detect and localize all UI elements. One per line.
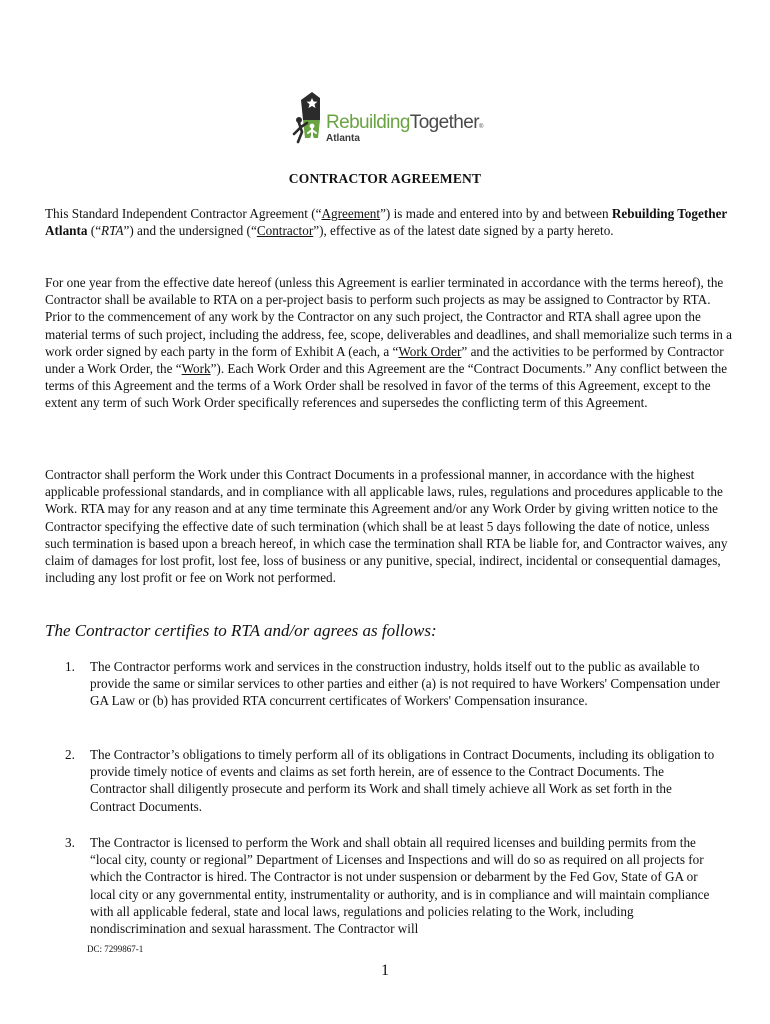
list-item (65, 658, 720, 710)
logo-word-rebuilding: Rebuilding (326, 112, 410, 133)
list-item (65, 746, 720, 815)
document-title: CONTRACTOR AGREEMENT (288, 171, 482, 186)
rebuilding-together-logo (290, 90, 500, 150)
p1-text-d: ”) and the undersigned (“ (123, 223, 257, 239)
logo-wordmark (326, 112, 483, 134)
agreement-term: Agreement (321, 206, 381, 221)
list-item-number: 3. (65, 835, 75, 850)
work-order-term: Work Order (398, 343, 462, 359)
page-number: 1 (381, 962, 389, 979)
list-item-text: The Contractor performs work and services in the construction industry, holds itself out to the public as available to provide the same or similar services to other parties and either (a) is not required to have Workers' Compensation under GA Law or (b) has provided RTA concurrent certificates of Workers' Compensation insurance. (90, 659, 720, 709)
house-figures-icon (290, 90, 326, 148)
certify-heading: The Contractor certifies to RTA and/or agrees as follows: (45, 621, 437, 640)
p2-text-c: ”). Each Work Order and this Agreement are the “Contract Documents.” Any conflict between the terms of this Agreement and the terms of a Work Order shall be resolved in favor of the terms of this Agreement, except to the extent any term of such Work Order specifically references and supersedes the conflicting term of this Agreement. (45, 361, 728, 411)
contractor-term: Contractor (256, 223, 314, 239)
p2-text-b: ” and the activities to be performed by Contractor under a Work Order, the “ (45, 343, 724, 377)
rta-term: RTA (101, 223, 124, 239)
p2-text-a: For one year from the effective date hereof (unless this Agreement is earlier terminated in accordance with the terms hereof), the Contractor shall be available to RTA on a per-project basis to perform such projects as may be assigned to Contractor by RTA. Prior to the commencement of any work by the Contractor on any such project, the Contractor and RTA shall agree upon the material terms of such project, including the address, fee, scope, deliverables and deadlines, and shall memorialize such terms in a work order signed by each party in the form of Exhibit A (each, a “ (45, 275, 732, 359)
work-term: Work (181, 361, 211, 377)
logo-trademark: ® (478, 124, 483, 130)
p1-text-a: This Standard Independent Contractor Agreement (“ (45, 206, 322, 221)
intro-paragraph (45, 205, 735, 239)
list-item-number: 1. (65, 659, 75, 674)
logo-word-together: Together (409, 112, 479, 133)
document-code: DC: 7299867-1 (87, 944, 144, 954)
p1-text-c: (“ (87, 223, 102, 239)
list-item-text: The Contractor’s obligations to timely perform all of its obligations in Contract Documents, including its obligation to provide timely notice of events and claims as set forth herein, are of essence to the Contract Documents. The Contractor shall diligently prosecute and perform its Work and shall timely achieve all Work as set forth in the Contract Documents. (90, 747, 715, 814)
p1-text-e: ”), effective as of the latest date signed by a party hereto. (313, 223, 614, 239)
list-item-number: 2. (65, 747, 75, 762)
logo-subtitle: Atlanta (326, 133, 360, 144)
organization-name: Rebuilding Together Atlanta (45, 206, 728, 239)
p1-text-b: ”) is made and entered into by and between (380, 206, 612, 221)
list-item (65, 834, 720, 937)
list-item-text: The Contractor is licensed to perform the Work and shall obtain all required licenses and building permits from the “local city, county or regional” Department of Licenses and Inspections and will do so as required on all projects for which the Contractor is hired. The Contractor is not under suspension or debarment by the Fed Gov, State of GA or local city or any governmental entity, instrumentality or authority, and is in compliance and will maintain compliance with all applicable federal, state and local laws, regulations and policies relating to the Work, including nondiscrimination and sexual harassment. The Contractor will (90, 835, 710, 937)
performance-paragraph: Contractor shall perform the Work under this Contract Documents in a professional manner, in accordance with the highest applicable professional standards, and in compliance with all applicable laws, rules, regulations and procedures applicable to the Work. RTA may for any reason and at any time terminate this Agreement and/or any Work Order by giving written notice to the Contractor specifying the effective date of such termination (which shall be at least 5 days following the date of notice, unless such termination is based upon a breach hereof, in which case the termination shall RTA be liable for, and Contractor waives, any claim of damages for lost profit, lost fee, loss of business or any punitive, special, indirect, incidental or consequential damages, including any lost profit or fee on Work not performed. (45, 467, 728, 586)
term-paragraph (45, 274, 735, 412)
